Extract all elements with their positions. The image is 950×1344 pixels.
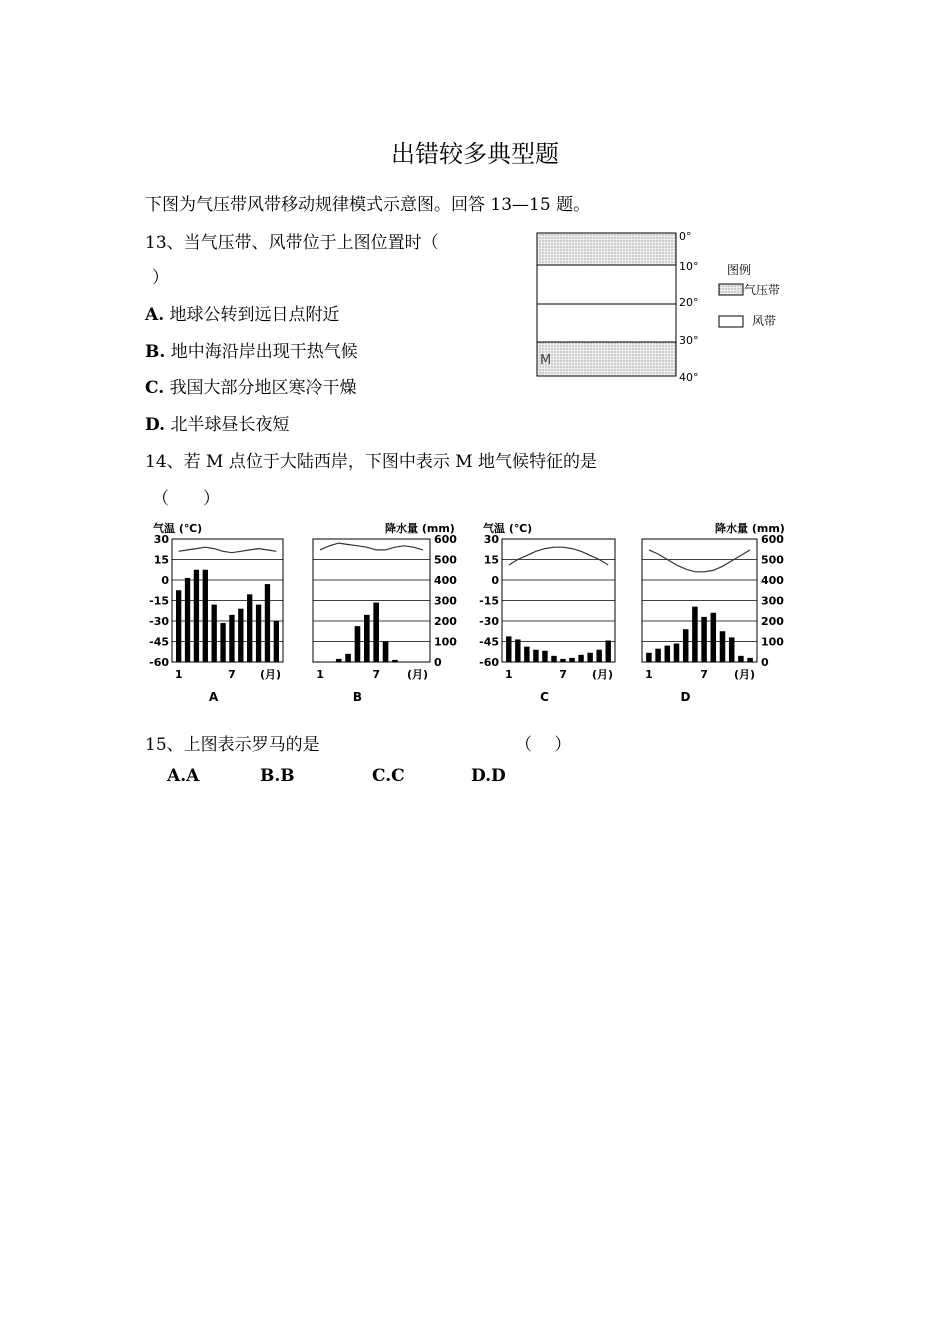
- q13-stem: 13、当气压带、风带位于上图位置时（: [145, 233, 439, 253]
- y-tick-label: -60: [479, 656, 499, 669]
- precip-bar-d-10: [729, 637, 735, 662]
- y-tick-label: 500: [434, 553, 457, 567]
- belt-diagram: [530, 225, 800, 390]
- x-tick-label: 1: [316, 668, 324, 681]
- x-tick-label: 7: [228, 668, 236, 681]
- q15-paren: （ ）: [515, 735, 572, 755]
- precip-bar-c-10: [587, 653, 592, 662]
- q14-paren: （ ）: [152, 489, 220, 509]
- y-tick-label: -30: [479, 615, 499, 628]
- option-letter: A.: [145, 305, 165, 325]
- q13-stem-close: ）: [152, 268, 169, 288]
- lat-20: 20°: [679, 296, 699, 309]
- y-tick-label: -60: [149, 656, 169, 669]
- x-tick-label: 1: [174, 668, 183, 681]
- precip-bar-c-1: [506, 636, 511, 662]
- option-text: 北半球昼长夜短: [170, 415, 290, 435]
- x-axis-unit: (月): [591, 668, 613, 681]
- y-tick-label: 500: [761, 553, 784, 567]
- precip-bar-b-8: [383, 642, 389, 663]
- lat-40: 40°: [679, 371, 699, 384]
- y-tick-label: 0: [761, 656, 769, 669]
- legend-title: 图例: [727, 263, 752, 277]
- precip-bar-a-12: [274, 621, 279, 662]
- precip-bar-a-5: [212, 605, 217, 662]
- option-letter: D.: [145, 415, 166, 435]
- precip-bar-d-6: [692, 607, 698, 662]
- precip-axis-label-b: 降水量 (mm): [385, 522, 455, 535]
- precip-bar-a-9: [247, 594, 252, 662]
- y-tick-label: 300: [761, 594, 784, 608]
- temp-axis-label-c: 气温 (℃): [483, 522, 533, 535]
- precip-bar-d-7: [701, 617, 707, 662]
- y-tick-label: 100: [434, 635, 457, 649]
- y-tick-label: 30: [153, 533, 169, 546]
- precip-bar-b-9: [392, 660, 398, 662]
- y-tick-label: 600: [434, 533, 457, 546]
- temp-line-c: [509, 547, 608, 565]
- y-tick-label: 30: [483, 533, 499, 546]
- y-tick-label: 100: [761, 635, 784, 649]
- option-letter: C.: [145, 378, 165, 398]
- precip-bar-c-8: [569, 658, 574, 662]
- y-tick-label: 400: [761, 574, 784, 587]
- option-letter: B.: [145, 342, 166, 362]
- x-tick-label: 7: [372, 668, 381, 681]
- q15-option-d: D.D: [471, 766, 506, 786]
- precip-bar-d-5: [683, 629, 689, 662]
- precip-bar-d-3: [665, 646, 671, 662]
- q13-option-b: [145, 337, 358, 362]
- precip-bar-a-7: [229, 615, 234, 662]
- q15-option-c: C.C: [372, 766, 405, 786]
- temp-line-d: [649, 550, 750, 572]
- panel-label-d: D: [680, 690, 691, 704]
- y-tick-label: 0: [161, 574, 169, 587]
- x-tick-label: 1: [504, 668, 513, 681]
- y-tick-label: 400: [434, 574, 457, 587]
- precip-bar-a-8: [238, 609, 243, 662]
- precip-bar-d-12: [747, 658, 753, 662]
- legend-pressure-swatch: [719, 284, 743, 295]
- pressure-belt-top: [537, 233, 676, 265]
- precip-bar-b-4: [345, 654, 351, 662]
- precip-bar-a-6: [220, 623, 225, 662]
- y-tick-label: -45: [479, 635, 499, 649]
- y-tick-label: 300: [434, 594, 457, 608]
- y-tick-label: 600: [761, 533, 784, 546]
- y-tick-label: 0: [434, 656, 442, 669]
- precip-bar-d-1: [646, 653, 652, 662]
- y-tick-label: 200: [434, 615, 457, 628]
- temp-line-a: [179, 547, 277, 553]
- precip-bar-a-11: [265, 584, 270, 662]
- x-axis-unit: (月): [259, 668, 281, 681]
- precip-axis-label-d: 降水量 (mm): [715, 522, 785, 535]
- lat-0: 0°: [679, 230, 692, 243]
- y-tick-label: -30: [149, 615, 169, 628]
- precip-bar-c-5: [542, 651, 547, 662]
- precip-bar-d-4: [674, 644, 680, 662]
- y-tick-label: 15: [153, 553, 169, 567]
- precip-bar-c-4: [533, 650, 538, 662]
- temp-line-b: [320, 543, 423, 550]
- climate-charts: [145, 515, 810, 710]
- lat-30: 30°: [679, 334, 699, 347]
- x-tick-label: 1: [645, 668, 653, 681]
- precip-bar-d-11: [738, 656, 744, 662]
- y-tick-label: -45: [149, 635, 169, 649]
- intro-text: 下图为气压带风带移动规律模式示意图。回答 13—15 题。: [145, 195, 591, 215]
- q15-option-a: A.A: [167, 766, 200, 786]
- precip-bar-d-8: [711, 613, 717, 662]
- q13-option-c: [145, 373, 357, 398]
- precip-bar-a-3: [194, 570, 199, 662]
- legend-wind: 风带: [752, 314, 777, 328]
- page-title: 出错较多典型题: [391, 140, 559, 168]
- q13-option-a: [145, 300, 340, 325]
- y-tick-label: 15: [483, 553, 499, 567]
- legend-wind-swatch: [719, 316, 743, 327]
- q13-option-d: [145, 410, 289, 435]
- precip-bar-a-2: [185, 578, 190, 662]
- q14-stem: 14、若 M 点位于大陆西岸，下图中表示 M 地气候特征的是: [145, 452, 598, 472]
- precip-bar-a-10: [256, 605, 261, 662]
- pressure-belt-bottom: [537, 342, 676, 376]
- point-m: M: [540, 353, 552, 368]
- x-axis-unit: (月): [406, 668, 428, 681]
- precip-bar-b-6: [364, 615, 370, 662]
- q15-option-b: B.B: [260, 766, 295, 786]
- precip-bar-c-3: [524, 647, 529, 662]
- precip-bar-d-2: [655, 649, 661, 662]
- y-tick-label: 0: [491, 574, 499, 587]
- precip-bar-a-1: [176, 590, 181, 662]
- precip-bar-d-9: [720, 631, 726, 662]
- y-tick-label: 200: [761, 615, 784, 628]
- panel-label-a: A: [208, 690, 219, 704]
- precip-bar-c-2: [515, 639, 520, 662]
- x-tick-label: 7: [559, 668, 567, 681]
- lat-10: 10°: [679, 260, 699, 273]
- option-text: 我国大部分地区寒冷干燥: [169, 378, 357, 398]
- precip-bar-b-7: [373, 603, 379, 662]
- y-tick-label: -15: [149, 594, 169, 608]
- precip-bar-c-9: [578, 655, 583, 662]
- precip-bar-c-11: [596, 650, 601, 662]
- legend-pressure: 气压带: [744, 283, 781, 297]
- precip-bar-b-3: [336, 659, 342, 662]
- panel-label-c: C: [540, 690, 549, 704]
- x-axis-unit: (月): [733, 668, 755, 681]
- y-tick-label: -15: [479, 594, 499, 608]
- temp-axis-label-a: 气温 (℃): [153, 522, 203, 535]
- precip-bar-b-5: [355, 626, 361, 662]
- option-text: 地球公转到远日点附近: [169, 305, 340, 325]
- panel-label-b: B: [352, 690, 363, 704]
- precip-bar-c-7: [560, 659, 565, 662]
- precip-bar-c-6: [551, 656, 556, 662]
- precip-bar-a-4: [203, 570, 208, 662]
- x-tick-label: 7: [700, 668, 708, 681]
- precip-bar-c-12: [606, 640, 611, 662]
- q15-stem: 15、上图表示罗马的是: [145, 735, 320, 755]
- option-text: 地中海沿岸出现干热气候: [170, 342, 358, 362]
